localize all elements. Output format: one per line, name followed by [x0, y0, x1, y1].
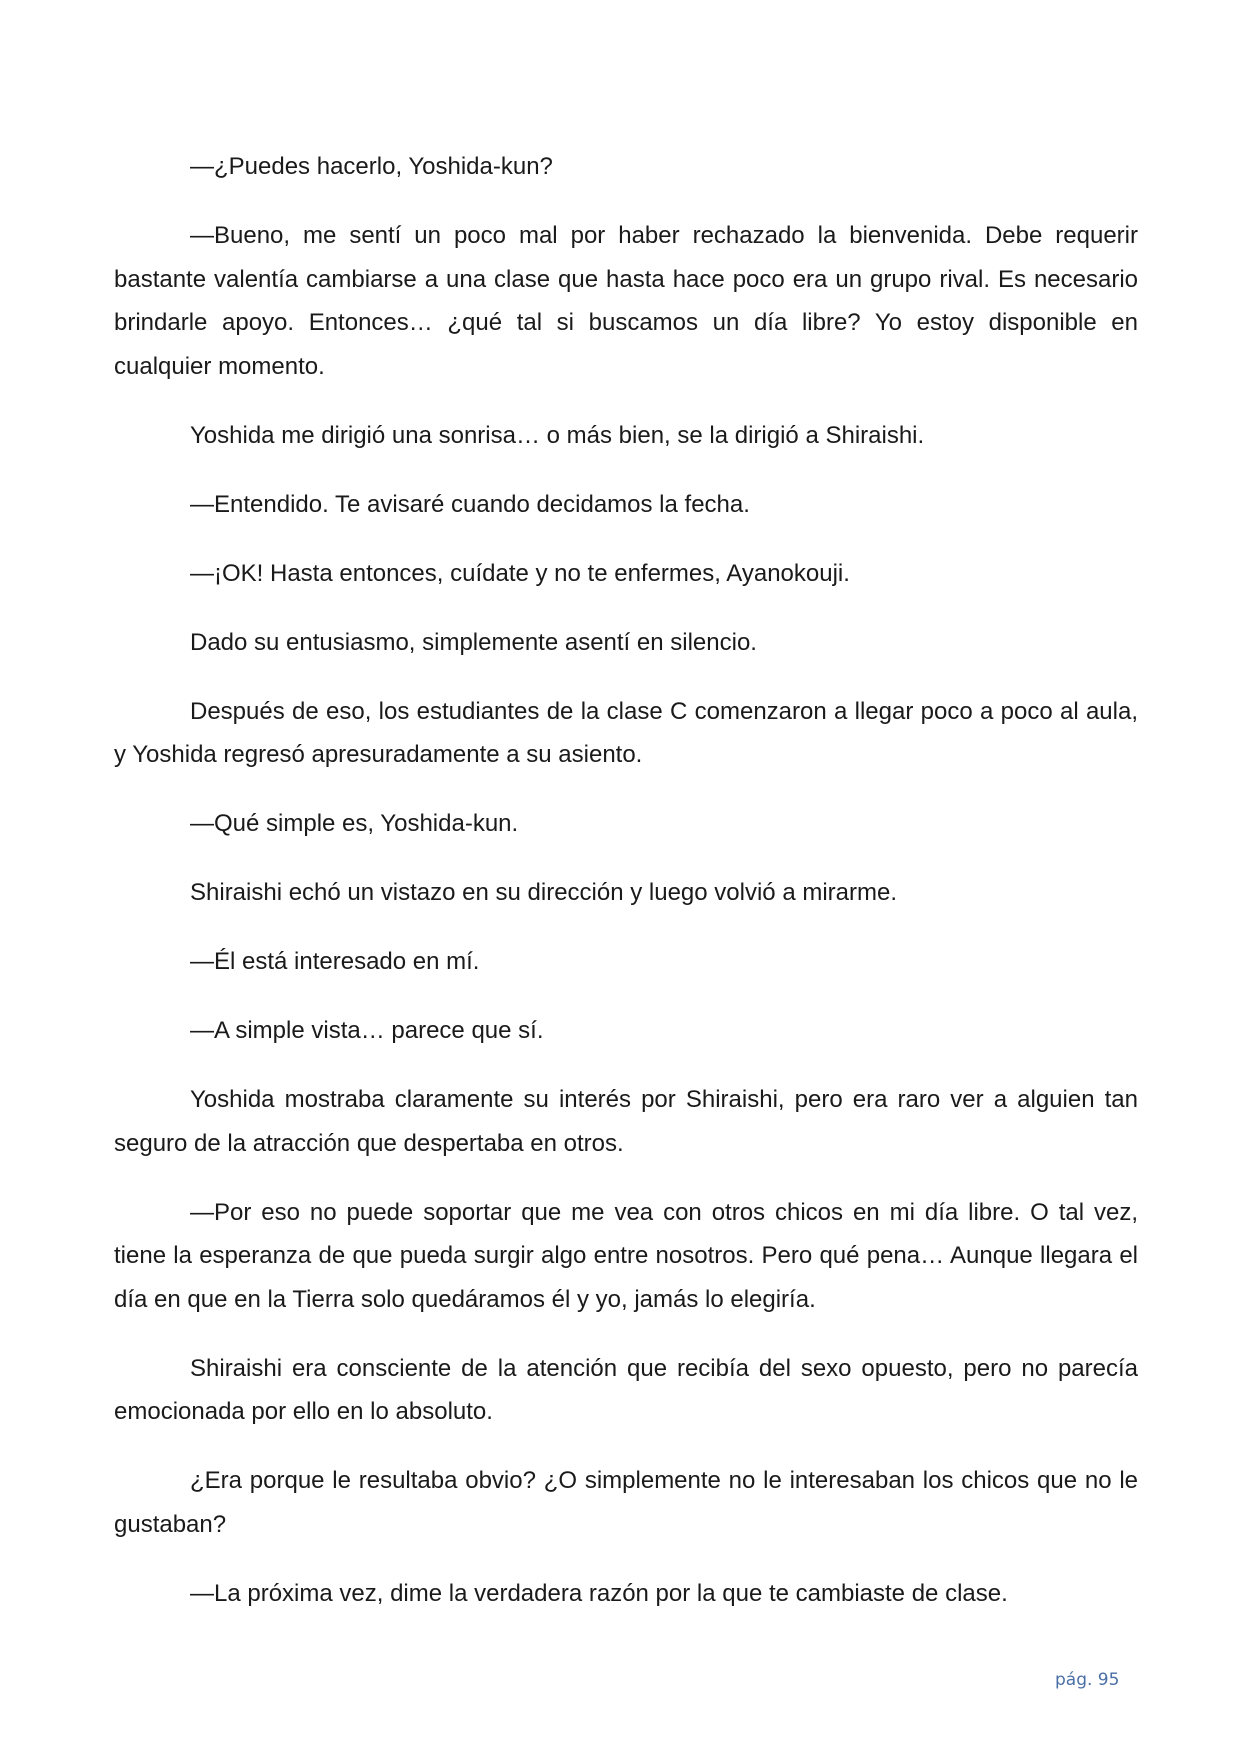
paragraph: Después de eso, los estudiantes de la clase C comenzaron a llegar poco a poco al aula, y Yoshida regresó apresuradamente a su asiento.	[114, 697, 1138, 768]
paragraph: —A simple vista… parece que sí.	[190, 1017, 544, 1044]
paragraph: Shiraishi echó un vistazo en su dirección y luego volvió a mirarme.	[190, 879, 898, 906]
paragraph: —¡OK! Hasta entonces, cuídate y no te enfermes, Ayanokouji.	[190, 559, 850, 587]
paragraph: Yoshida me dirigió una sonrisa… o más bien, se la dirigió a Shiraishi.	[190, 421, 925, 449]
paragraph: Yoshida mostraba claramente su interés por Shiraishi, pero era raro ver a alguien tan seguro de la atracción que despertaba en otros.	[114, 1086, 1138, 1157]
paragraph: ¿Era porque le resultaba obvio? ¿O simplemente no le interesaban los chicos que no le gustaban?	[114, 1467, 1138, 1538]
paragraph: Dado su entusiasmo, simplemente asentí en silencio.	[190, 628, 757, 656]
paragraph: —Por eso no puede soportar que me vea con otros chicos en mi día libre. O tal vez, tiene la esperanza de que pueda surgir algo entre nosotros. Pero qué pena… Aunque llegara el día en que en la Tierra solo quedáramos él y yo, jamás lo elegiría.	[114, 1198, 1138, 1313]
paragraph: —La próxima vez, dime la verdadera razón por la que te cambiaste de clase.	[190, 1579, 1008, 1607]
paragraph: —Entendido. Te avisaré cuando decidamos la fecha.	[190, 490, 750, 518]
document-body	[114, 145, 1138, 1641]
paragraph: Shiraishi era consciente de la atención que recibía del sexo opuesto, pero no parecía emocionada por ello en lo absoluto.	[114, 1354, 1138, 1425]
paragraph: —Qué simple es, Yoshida-kun.	[190, 810, 519, 837]
paragraph: —Bueno, me sentí un poco mal por haber rechazado la bienvenida. Debe requerir bastante valentía cambiarse a una clase que hasta hace poco era un grupo rival. Es necesario brindarle apoyo. Entonces… ¿qué tal si buscamos un día libre? Yo estoy disponible en cualquier momento.	[114, 222, 1138, 380]
paragraph: —Él está interesado en mí.	[190, 948, 480, 975]
paragraph: —¿Puedes hacerlo, Yoshida-kun?	[190, 153, 553, 180]
page-number: pág. 95	[1055, 1670, 1120, 1690]
